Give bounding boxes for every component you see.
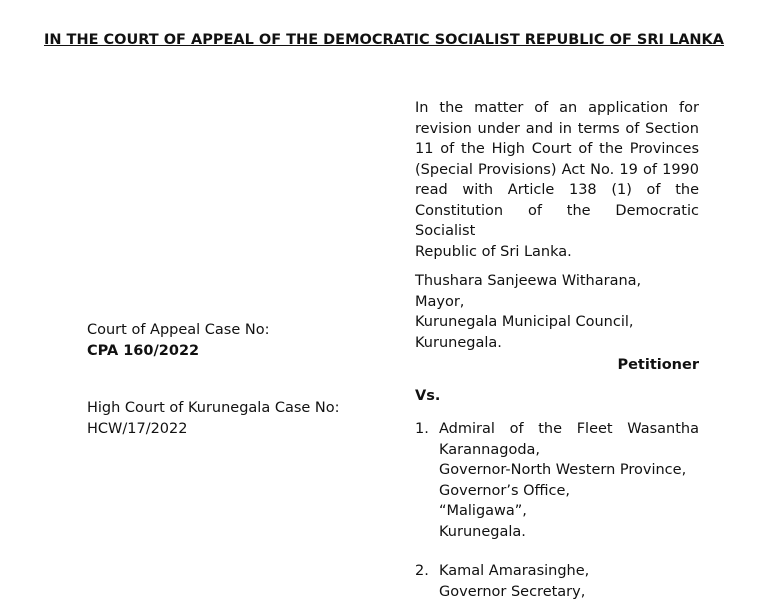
- high-court-case-number: HCW/17/2022: [87, 420, 188, 437]
- matter-line: Republic of Sri Lanka.: [415, 243, 572, 260]
- petitioner-line: Mayor,: [415, 293, 465, 310]
- court-of-appeal-case-number: CPA 160/2022: [87, 342, 200, 359]
- respondent-1: [415, 419, 699, 542]
- high-court-case-label: High Court of Kurunegala Case No:: [87, 400, 340, 416]
- respondent-number: 2.: [415, 563, 429, 579]
- matter-line: 11 of the High Court of the Provinces: [415, 141, 699, 157]
- high-court-case: [87, 398, 340, 439]
- matter-line: (Special Provisions) Act No. 19 of 1990: [415, 161, 699, 178]
- matter-paragraph: [415, 98, 699, 262]
- matter-line: read with Article 138 (1) of the: [415, 182, 699, 198]
- petitioner-line: Kurunegala.: [415, 334, 502, 351]
- respondent-details: [439, 561, 699, 602]
- respondent-line: Karannagoda,: [439, 441, 541, 458]
- court-title: IN THE COURT OF APPEAL OF THE DEMOCRATIC SOCIALIST REPUBLIC OF SRI LANKA: [43, 32, 725, 48]
- versus-label: Vs.: [415, 388, 441, 404]
- respondent-line: Governor-North Western Province,: [439, 462, 687, 478]
- matter-line: In the matter of an application for: [415, 100, 699, 116]
- respondent-line: Kamal Amarasinghe,: [439, 563, 590, 579]
- respondent-line: Governor’s Office,: [439, 482, 571, 499]
- court-of-appeal-case-label: Court of Appeal Case No:: [87, 322, 270, 338]
- petitioner-role: Petitioner: [617, 357, 699, 373]
- respondent-details: [439, 419, 699, 542]
- petitioner-line: Thushara Sanjeewa Witharana,: [415, 273, 642, 289]
- respondent-line: “Maligawa”,: [439, 503, 527, 519]
- matter-line: Constitution of the Democratic Socialist: [415, 202, 699, 239]
- court-of-appeal-case: [87, 320, 270, 361]
- matter-line: revision under and in terms of Section: [415, 120, 699, 137]
- respondent-number: 1.: [415, 421, 429, 437]
- respondent-line: Governor Secretary,: [439, 583, 586, 600]
- respondent-line: Admiral of the Fleet Wasantha: [439, 421, 699, 437]
- respondent-2: [415, 561, 699, 602]
- respondent-line: Kurunegala.: [439, 523, 526, 540]
- petitioner-details: [415, 271, 641, 353]
- petitioner-line: Kurunegala Municipal Council,: [415, 314, 634, 330]
